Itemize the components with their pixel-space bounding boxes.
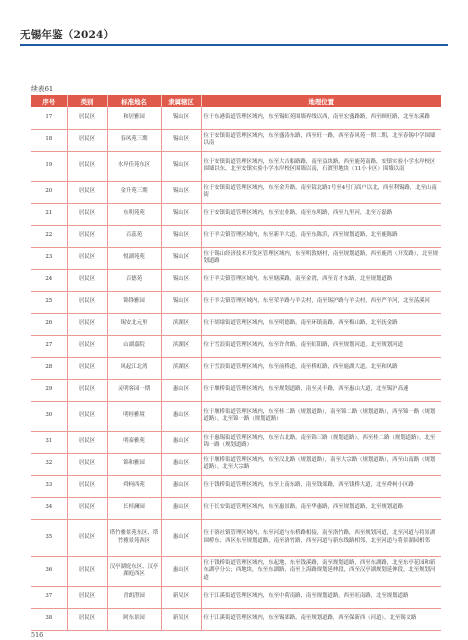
row-number: 20 [31,181,67,203]
row-standard-name: 长桂澜园 [107,497,161,519]
page-number: 516 [31,631,44,639]
row-number: 34 [31,497,67,519]
row-number: 29 [31,379,67,401]
column-header-location: 地理位置 [201,95,441,107]
row-standard-name: 明泰雅苑 [107,431,161,453]
row-category: 居民区 [67,313,107,335]
table-row [31,475,441,497]
row-category: 居民区 [67,203,107,225]
row-standard-name: 春风苑三期 [107,129,161,151]
row-location: 位于东港街道管理区域内，东至锡虹苑围墙界线以西，南至宏盛路路，西至顾旺路，北至东溪路 [201,107,441,129]
row-standard-name: 锦和雅园 [107,453,161,475]
row-standard-name: 汉亭湖庭东区、汉亭湖庭西区 [107,556,161,586]
row-location: 位于锡山经济技术开发区管理区域内，东至明敦塘村，南至规划道路，西至鹿湾（开发路），北至规划道路 [201,247,441,269]
row-category: 居民区 [67,357,107,379]
column-header-no: 序号 [31,95,67,107]
row-location: 位于惠锡街道管理区域内，东至吉北路，南至锦三路（规划道路），西至桂二路（规划道路），北至锦一路（规划道路） [201,431,441,453]
row-standard-name: 百德苑 [107,269,161,291]
row-standard-name: 锦锋雅园 [107,291,161,313]
table-row [31,269,441,291]
row-standard-name: 阿东景园 [107,608,161,630]
row-standard-name: 东明苑苑 [107,203,161,225]
row-location: 位于长安街道管理区域内，东至惠景路，南至华惠路，西至规划道路，北至规划道路 [201,497,441,519]
row-category: 居民区 [67,269,107,291]
row-category: 居民区 [67,401,107,431]
row-location: 位于洛社镇管理区域内，东至河道与东桥路相接，南至洛竹路，西至规划河道，北至河道与将景湖围桥东；西区东至规划道路，南至洛竹路，西至河道与新东线路相邻，北至河道与将景湖园相邻 [201,519,441,556]
row-location: 位于胡埭街道管理区域内，东至明德路，南至环镇南路，西至梅山路，北至抚金路 [201,313,441,335]
table-row [31,401,441,431]
column-header-district: 隶属辖区 [161,95,201,107]
row-location: 位于钱桥街道管理区域内，东起地，东至钱溪路，南至规划道路，西至东湖路，北至东亭花园和新东湖亭分公；西地块，东至东湖路，南至上海路规划延伸段，西至汉亭湖规划延伸段，北至规划河道 [201,556,441,586]
row-standard-name: 百蕊苑 [107,225,161,247]
row-category: 居民区 [67,497,107,519]
row-number: 21 [31,203,67,225]
place-name-table [31,95,441,631]
row-location: 位于江溪街道管理区域内，东至锡郊路，南至规划道路，西至保新西（河道），北至锡文路 [201,608,441,630]
row-number: 30 [31,401,67,431]
row-standard-name: 青朗澄园 [107,586,161,608]
header-rule [20,44,448,46]
row-location: 位于江溪街道管理区域内，东至中荷南路，南至规划道路，西至旺南路，北至规划道路 [201,586,441,608]
row-location: 位于羊尖镇管理区域内，东至新羊大道，南至东陈浜，西至规划道路，北至鹿陈路 [201,225,441,247]
row-location: 位于钱桥街道管理区域内，东至上南东路，南至钱郊路，西至钱桥大道，北至舜柯小区路 [201,475,441,497]
row-category: 居民区 [67,586,107,608]
row-district: 锡山区 [161,181,201,203]
row-district: 惠山区 [161,519,201,556]
row-number: 35 [31,519,67,556]
row-number: 31 [31,431,67,453]
row-location: 位于安镇街道管理区域内，东至金升路，南至镜北路1号至4号门商户以北，西至利锡路，北至山南街 [201,181,441,203]
table-row [31,225,441,247]
row-location: 位于堰桥街道管理区域内，东至规划道路，南至灵丰路，西至惠山大道，北至锡沪高速 [201,379,441,401]
row-number: 36 [31,556,67,586]
row-location: 位于雪浪街道管理区域内，东至许舍路，南至虹阳路，西至规划河道，北至规划河道 [201,335,441,357]
row-number: 33 [31,475,67,497]
row-location: 位于堰桥街道管理区域内，东至汉北路（规划道路），南至大宗路（规划道路），西至山南路（规划道路），北至大宗路 [201,453,441,475]
row-location: 位于堰桥街道管理区域内，东至桂二路（规划道路），南至锦二路（规划道路），西至锦一路（规划道路），北至锦一路（规划道路） [201,401,441,431]
row-standard-name: 明桂雅境 [107,401,161,431]
row-standard-name: 金升苑三期 [107,181,161,203]
row-district: 新吴区 [161,608,201,630]
row-category: 居民区 [67,453,107,475]
row-district: 惠山区 [161,453,201,475]
table-row [31,431,441,453]
table-row [31,379,441,401]
row-category: 居民区 [67,181,107,203]
table-row [31,181,441,203]
table-row [31,357,441,379]
row-district: 锡山区 [161,151,201,181]
table-row [31,291,441,313]
row-number: 38 [31,608,67,630]
column-header-name: 标准地名 [107,95,161,107]
row-location: 位于安镇街道管理区域内，东至盛涛东路，西至旺一路，西至春风苑一期二期，北至春锡中学围墙以南 [201,129,441,151]
row-standard-name: 山湖嘉院 [107,335,161,357]
row-category: 居民区 [67,247,107,269]
row-category: 居民区 [67,107,107,129]
row-category: 居民区 [67,608,107,630]
row-standard-name: 水岸佳苑东区 [107,151,161,181]
row-district: 新吴区 [161,586,201,608]
row-category: 居民区 [67,335,107,357]
table-row [31,586,441,608]
row-standard-name: 和居雅园 [107,107,161,129]
row-district: 锡山区 [161,107,201,129]
row-category: 居民区 [67,475,107,497]
row-location: 位于安镇街道管理区域内，东至宏业路，南至东明路，西至九里河，北至万磊路 [201,203,441,225]
table-row [31,203,441,225]
table-row [31,129,441,151]
table-row [31,519,441,556]
row-number: 32 [31,453,67,475]
table-row [31,608,441,630]
row-district: 惠山区 [161,379,201,401]
row-standard-name: 塔竹雅景苑东区、塔竹雅景苑西区 [107,519,161,556]
row-category: 居民区 [67,225,107,247]
row-number: 17 [31,107,67,129]
row-category: 居民区 [67,129,107,151]
row-standard-name: 风起江北湾 [107,357,161,379]
row-number: 22 [31,225,67,247]
row-district: 惠山区 [161,431,201,453]
column-header-category: 类别 [67,95,107,107]
row-number: 25 [31,291,67,313]
row-district: 滨湖区 [161,335,201,357]
row-district: 滨湖区 [161,313,201,335]
row-district: 锡山区 [161,225,201,247]
row-number: 18 [31,129,67,151]
row-district: 惠山区 [161,497,201,519]
row-district: 惠山区 [161,401,201,431]
row-number: 26 [31,313,67,335]
row-category: 居民区 [67,379,107,401]
table-row [31,335,441,357]
row-number: 28 [31,357,67,379]
row-category: 居民区 [67,556,107,586]
row-location: 位于羊尖镇管理区域内，东至荣羊路与羊尖村，南至锡沪路与羊尖村，西至严羊河，北至荡溪河 [201,291,441,313]
row-category: 居民区 [67,519,107,556]
row-standard-name: 锡安北元里 [107,313,161,335]
row-standard-name: 舜柯西苑 [107,475,161,497]
table-row [31,151,441,181]
row-category: 居民区 [67,291,107,313]
table-row [31,247,441,269]
page-header-title: 无锡年鉴（2024） [20,29,115,41]
row-location: 位于羊尖镇管理区域内，东至塘溪路，南至金湾，西至育才东路，北至规划道路 [201,269,441,291]
row-district: 锡山区 [161,291,201,313]
row-number: 19 [31,151,67,181]
row-location: 位于雪浪街道管理区域内，东至前桥道，南至桥虹路，西至鹿湖大道，北至和风路 [201,357,441,379]
table-row [31,313,441,335]
table-row [31,556,441,586]
row-standard-name: 悦湖苑苑 [107,247,161,269]
row-district: 滨湖区 [161,357,201,379]
row-district: 惠山区 [161,475,201,497]
row-district: 锡山区 [161,203,201,225]
row-district: 惠山区 [161,556,201,586]
row-number: 24 [31,269,67,291]
table-row [31,497,441,519]
table-header-row [31,95,441,107]
row-number: 27 [31,335,67,357]
table-caption: 续表61 [31,85,54,93]
row-number: 37 [31,586,67,608]
table-body [31,107,441,630]
table-row [31,453,441,475]
table-row [31,107,441,129]
row-district: 锡山区 [161,247,201,269]
row-district: 锡山区 [161,269,201,291]
row-standard-name: 灵明客园一期 [107,379,161,401]
row-category: 居民区 [67,151,107,181]
row-district: 锡山区 [161,129,201,151]
row-number: 23 [31,247,67,269]
row-location: 位于安镇街道管理区域内，东至大吉船路路，南至益块路，西至鹿苑南路，安镇实验小学水岸校区围墙以东，北至安镇实验小学水岸校区围墙以南，石渡里地块（11小卡区）围墙以南 [201,151,441,181]
row-category: 居民区 [67,431,107,453]
